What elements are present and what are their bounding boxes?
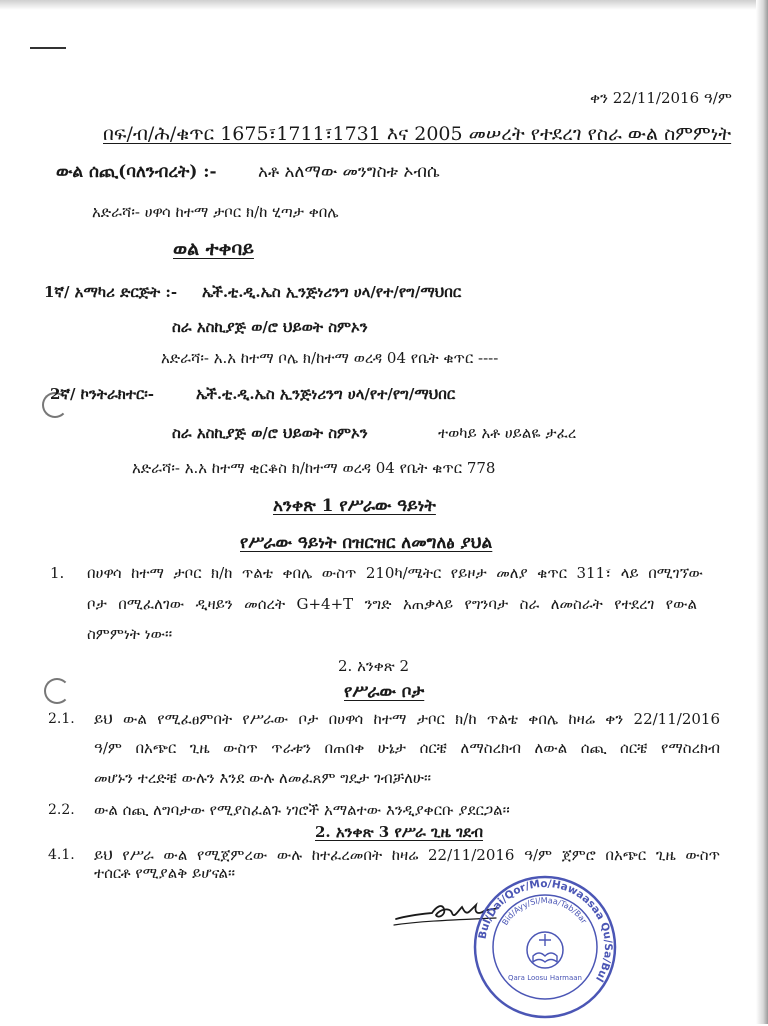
corner-dash-mark — [30, 47, 66, 49]
stamp-inner-text: Bid/Ayy/Sl/Maa/Tab/Bar — [500, 895, 589, 927]
article1-item-number: 1. — [50, 564, 65, 582]
article3-item-line: ተሰርቶ የሚያልቅ ይሆናል፡፡ — [94, 864, 236, 882]
consultant-manager: ስራ አስኪያጅ ወ/ሮ ህይወት ስምኦን — [172, 318, 368, 336]
employer-label: ውል ሰጪ(ባለንብረት) :- — [56, 162, 217, 182]
stamp-outer-text: Bul/Dai/Qor/Mo/Hawaasaa Qu/Sa/Bul — [476, 877, 615, 984]
receiver-heading: ወል ተቀባይ — [173, 238, 254, 260]
article2-number: 2. አንቀጽ 2 — [338, 657, 410, 675]
contractor-address: አድራሻ፡- አ.አ ከተማ ቂርቆስ ክ/ከተማ ወረዳ 04 የቤት ቁጥር 778 — [132, 459, 496, 477]
punch-hole-mark — [44, 678, 70, 704]
employer-address: አድራሻ፡- ሀዋሳ ከተማ ታቦር ክ/ከ ሂጣታ ቀበሌ — [92, 203, 339, 221]
article2-item-line: ውል ሰጪ ለግባታው የሚያስፈልጉ ነገሮች አማልተው እንዲያቀርቡ ያደርጋል፡፡ — [94, 801, 510, 819]
article2-item-line: ይህ ውል የሚፈፀምበት የሥራው ቦታ በሀዋሳ ከተማ ታቦር ክ/ከ ጥልቴ ቀበሌ ከዛሬ ቀን 22/11/2016 — [94, 710, 720, 728]
article3-heading: 2. አንቀጽ 3 የሥራ ጊዜ ገደብ — [315, 823, 484, 841]
article1-subheading: የሥራው ዓይነት በዝርዝር ለመግለፅ ያህል — [240, 533, 493, 553]
stamp-book-icon — [533, 953, 557, 962]
scan-top-edge — [0, 0, 768, 10]
consultant-label: 1ኛ/ አማካሪ ድርጅት :- — [44, 283, 178, 301]
official-stamp — [470, 872, 620, 1022]
contractor-company: ኤች.ቲ.ዲ.ኤስ ኢንጅነሪንግ ሀላ/የተ/የግ/ማህበር — [196, 385, 456, 403]
article2-item-number: 2.1. — [48, 711, 75, 727]
contractor-deputy: ተወካይ አቶ ሀይልዬ ታፈረ — [438, 424, 577, 442]
scan-right-edge — [756, 0, 768, 1024]
contractor-label: 2ኛ/ ኮንትራክተር፡- — [50, 385, 155, 403]
article3-item-number: 4.1. — [48, 847, 75, 863]
article1-item-line: ስምምነት ነው፡፡ — [87, 625, 173, 643]
stamp-center-text: Qara Loosu Harmaan — [508, 974, 582, 982]
document-title: በፍ/ብ/ሕ/ቁጥር 1675፣1711፣1731 እና 2005 መሠረት የተደረገ የስራ ውል ስምምነት — [103, 123, 732, 145]
article2-item-line: ዓ/ም በአጭር ጊዜ ውስጥ ጥራቱን በጠበቀ ሁኔታ ሰርቼ ለማስረክብ ለውል ሰጪ ሰርቼ የማስረክብ — [94, 739, 720, 757]
document-date: ቀን 22/11/2016 ዓ/ም — [590, 89, 732, 107]
article1-heading: አንቀጽ 1 የሥራው ዓይነት — [273, 496, 436, 516]
stamp-inner-ring — [493, 895, 597, 999]
article2-item-line: መሆኑን ተረድቼ ውሉን እንደ ውሉ ለመፈጸም ግዴታ ገብቻለሁ፡፡ — [94, 769, 432, 787]
article3-item-line: ይህ የሥራ ውል የሚጀምረው ውሉ ከተፈረመበት ከዛሬ 22/11/2016 ዓ/ም ጀምሮ በአጭር ጊዜ ውስጥ — [94, 846, 720, 864]
article1-item-line: በሀዋሳ ከተማ ታቦር ክ/ከ ጥልቴ ቀበሌ ውስጥ 210ካ/ሜትር የይዞታ መለያ ቁጥር 311፣ ላይ በሚገኘው — [87, 564, 703, 582]
article2-heading: የሥራው ቦታ — [344, 682, 425, 702]
article1-item-line: ቦታ በሚፈለገው ዲዛይን መሰረት G+4+T ንግድ አጠቃላይ የግንባታ ስራ ለመስራት የተደረገ የውል — [87, 595, 698, 613]
consultant-company: ኤች.ቲ.ዲ.ኤስ ኢንጅነሪንግ ሀላ/የተ/የግ/ማህበር — [202, 283, 462, 301]
contractor-manager: ስራ አስኪያጅ ወ/ሮ ህይወት ስምኦን — [172, 424, 368, 442]
article2-item-number: 2.2. — [48, 802, 75, 818]
consultant-address: አድራሻ፡- አ.አ ከተማ ቦሌ ክ/ከተማ ወረዳ 04 የቤት ቁጥር ---- — [161, 349, 499, 367]
employer-name: አቶ አለማው መንግስቱ ኦብሴ — [258, 162, 440, 182]
stamp-emblem-mark — [539, 934, 551, 946]
